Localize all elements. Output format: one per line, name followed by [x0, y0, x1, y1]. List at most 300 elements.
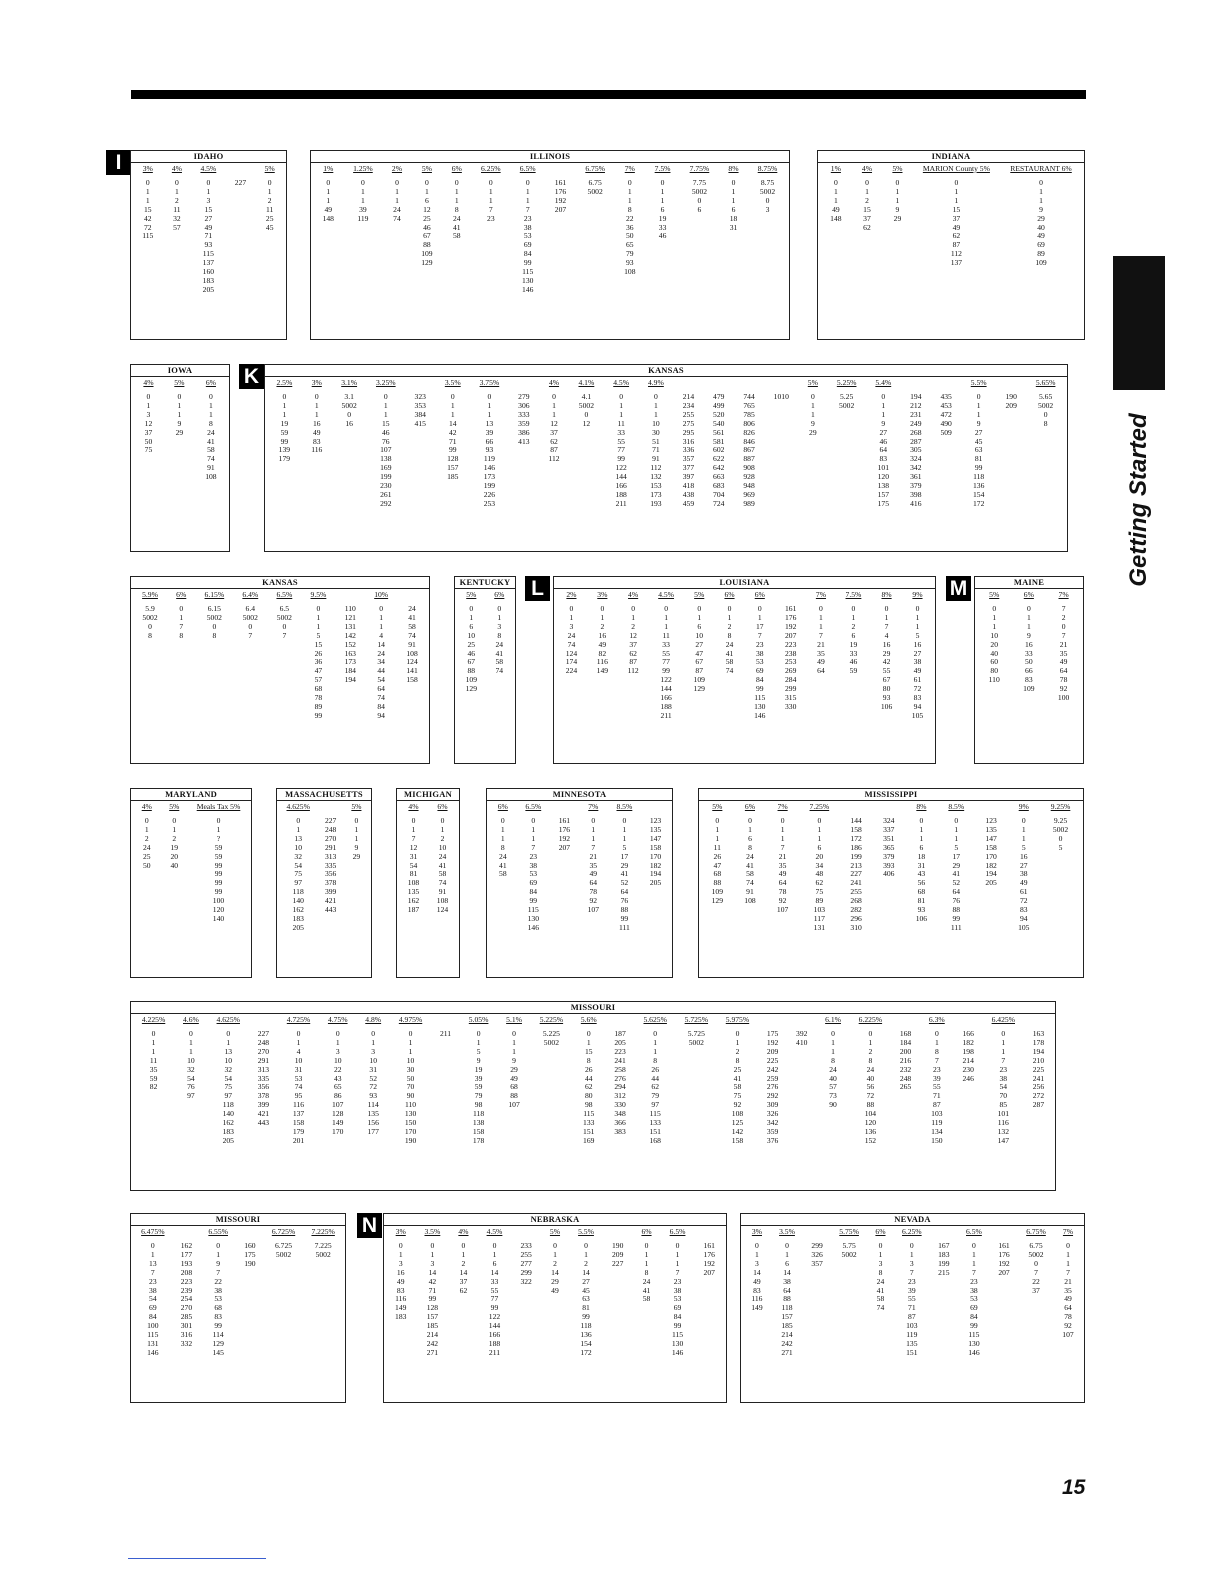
break-value: 78: [314, 693, 323, 703]
break-value: 15: [584, 1046, 593, 1056]
rate-header: 5%: [174, 378, 185, 387]
rate-header: 8%: [728, 164, 739, 173]
break-value: 151: [906, 1347, 918, 1357]
break-value: 22: [626, 213, 634, 223]
break-value: 58: [876, 1294, 885, 1304]
break-value: 9: [512, 1055, 516, 1065]
rate-column: [242, 589, 258, 721]
break-value: 54: [409, 860, 418, 870]
break-value: 1: [1001, 1046, 1006, 1056]
break-value: 161: [558, 816, 571, 825]
rate-header: 4.8%: [365, 1015, 382, 1024]
break-value: 0: [1066, 1241, 1070, 1250]
break-value: 46: [879, 436, 888, 446]
break-value: 49: [832, 204, 840, 214]
rate-header: 7.5%: [654, 164, 671, 173]
break-value: 1: [314, 400, 319, 410]
break-value: 81: [582, 1303, 590, 1313]
break-value: 29: [620, 860, 629, 870]
break-value: 49: [753, 1276, 761, 1286]
break-value: 58: [207, 445, 215, 455]
break-value: 62: [952, 231, 961, 241]
break-value: 5: [1058, 842, 1063, 852]
rate-column: [487, 1226, 503, 1358]
break-value: 0: [216, 816, 221, 825]
break-value: 435: [940, 392, 952, 401]
break-value: 2: [553, 1258, 557, 1268]
rate-column: [612, 1226, 623, 1358]
break-value: 158: [406, 675, 418, 685]
break-value: 5002: [759, 186, 776, 196]
break-value: 5: [1021, 842, 1026, 852]
break-value: 100: [1057, 693, 1070, 703]
break-value: 1010: [773, 392, 789, 401]
rate-header: 6%: [437, 802, 448, 811]
break-value: 312: [614, 1091, 626, 1101]
break-value: 163: [1032, 1029, 1045, 1038]
break-value: 313: [257, 1064, 270, 1074]
break-value: 76: [381, 436, 390, 446]
break-value: 324: [910, 454, 922, 464]
break-value: 74: [438, 878, 447, 888]
break-value: 56: [917, 878, 926, 888]
rate-header: 4.975%: [398, 1015, 423, 1024]
break-value: 12: [582, 418, 591, 428]
rate-column: [900, 1014, 911, 1146]
break-value: 129: [693, 684, 705, 694]
break-value: 0: [919, 816, 924, 825]
break-value: 58: [408, 621, 416, 631]
break-value: 23: [999, 1064, 1008, 1074]
break-value: 1: [584, 1249, 588, 1259]
break-value: 704: [713, 489, 725, 499]
break-value: 137: [950, 258, 963, 268]
break-value: 38: [1019, 869, 1028, 879]
break-value: 99: [214, 878, 223, 888]
break-value: 1: [408, 1037, 413, 1047]
rate-header: 6%: [497, 802, 508, 811]
break-value: 14: [459, 1267, 468, 1277]
break-value: 100: [147, 1321, 159, 1331]
table-state-title: ILLINOIS: [311, 150, 789, 163]
break-value: 138: [877, 481, 889, 491]
break-value: 161: [554, 178, 567, 187]
rate-header: 5.975%: [725, 1015, 750, 1024]
break-value: 265: [899, 1082, 912, 1092]
break-value: 10: [224, 1055, 233, 1065]
table-michigan: [396, 788, 460, 978]
break-value: 149: [751, 1303, 763, 1313]
break-value: 41: [876, 1285, 885, 1295]
rate-header: 8%: [916, 802, 927, 811]
break-value: 908: [743, 463, 755, 473]
break-value: 1: [150, 1249, 155, 1259]
rate-header: 7.225%: [311, 1227, 335, 1236]
break-value: 116: [751, 1294, 763, 1304]
break-value: 57: [314, 675, 323, 685]
break-value: 173: [483, 472, 496, 482]
break-value: 0: [810, 392, 815, 401]
rate-header: 5.75%: [839, 1227, 859, 1236]
rate-column: [992, 1014, 1015, 1146]
break-value: 14: [490, 1267, 499, 1277]
break-value: 94: [913, 701, 922, 711]
break-value: 24: [207, 427, 215, 437]
break-value: 37: [952, 213, 961, 223]
break-value: 131: [344, 621, 356, 631]
break-value: 47: [314, 666, 323, 676]
break-value: 0: [586, 1029, 591, 1038]
rate-column: [550, 1226, 560, 1358]
break-value: 63: [582, 1294, 590, 1304]
table-state-title: LOUISIANA: [554, 576, 935, 589]
break-value: 42: [143, 213, 152, 223]
break-value: 137: [202, 258, 215, 268]
break-value: 1: [992, 621, 997, 631]
rate-header: 3%: [597, 590, 608, 599]
break-value: 18: [729, 213, 738, 223]
break-value: 4: [884, 630, 889, 640]
break-value: 194: [344, 675, 356, 685]
break-value: 253: [483, 498, 496, 508]
break-value: 87: [933, 1100, 941, 1110]
break-value: 46: [849, 657, 858, 667]
break-value: 33: [1025, 648, 1033, 658]
break-value: 57: [173, 222, 181, 232]
break-value: 199: [938, 1258, 950, 1268]
break-value: 106: [915, 913, 928, 923]
break-value: 0: [915, 604, 920, 613]
rate-column: [376, 377, 396, 509]
break-value: 88: [620, 905, 629, 915]
rate-header: 3.5%: [779, 1227, 795, 1236]
rate-header: 8.5%: [948, 802, 965, 811]
break-value: 71: [428, 1285, 437, 1295]
rate-column: [469, 1014, 489, 1146]
break-value: 118: [580, 1321, 592, 1331]
break-value: 81: [974, 454, 983, 464]
break-value: 5002: [242, 612, 258, 622]
break-value: 47: [695, 648, 704, 658]
break-value: 9: [895, 204, 900, 214]
break-value: 5.75: [842, 1241, 856, 1250]
break-value: 37: [629, 639, 637, 649]
break-value: 19: [474, 1064, 483, 1074]
break-value: 94: [1019, 913, 1028, 923]
break-value: 0: [487, 392, 492, 401]
rate-column: [998, 1226, 1009, 1358]
break-value: 182: [649, 860, 662, 870]
break-value: 509: [940, 427, 952, 437]
break-value: 1: [727, 612, 732, 622]
break-value: 26: [713, 851, 722, 861]
break-value: 99: [662, 666, 670, 676]
rate-header: 4.75%: [327, 1015, 348, 1024]
break-value: 1: [660, 195, 665, 205]
break-value: 109: [465, 675, 477, 685]
rate-column: [816, 589, 826, 721]
break-value: 309: [766, 1100, 779, 1110]
break-value: 71: [908, 1303, 916, 1313]
break-value: 1: [1021, 824, 1026, 834]
table-state-title: MICHIGAN: [397, 788, 459, 801]
break-value: 115: [522, 267, 534, 277]
break-value: 147: [997, 1135, 1009, 1145]
break-value: 103: [906, 1321, 918, 1331]
rate-header: 6%: [451, 164, 462, 173]
break-value: 24: [876, 1276, 885, 1286]
break-value: 59: [849, 666, 858, 676]
rate-column: [779, 1226, 795, 1358]
section-letter-i: I: [106, 150, 131, 175]
rate-header: 4.5%: [200, 164, 217, 173]
break-value: 3: [755, 1258, 759, 1268]
break-value: 107: [1062, 1330, 1074, 1340]
break-value: 0: [878, 1241, 883, 1250]
break-value: 43: [917, 869, 926, 879]
break-value: 79: [474, 1091, 483, 1101]
rate-column: [837, 377, 857, 509]
break-value: 969: [743, 489, 755, 499]
break-value: 0: [424, 178, 429, 187]
break-value: 173: [344, 657, 356, 667]
rate-header: 6.1%: [825, 1015, 841, 1024]
break-value: 3: [909, 1258, 914, 1268]
break-value: 32: [187, 1064, 195, 1074]
break-value: 479: [713, 392, 725, 401]
break-value: 1: [174, 186, 179, 196]
rate-column: [181, 1226, 192, 1358]
break-value: 92: [1064, 1321, 1072, 1331]
break-value: 33: [617, 427, 625, 437]
break-value: 0: [209, 392, 213, 401]
break-value: 0: [654, 392, 658, 401]
break-value: 1: [954, 833, 959, 843]
break-value: 30: [406, 1064, 415, 1074]
break-value: 285: [180, 1312, 193, 1322]
break-value: 99: [952, 913, 961, 923]
rate-column: [578, 1226, 594, 1358]
break-value: 7: [780, 842, 785, 852]
break-value: 45: [265, 222, 274, 232]
break-value: 1: [976, 409, 981, 419]
break-value: 1: [831, 1037, 835, 1047]
break-value: 0: [664, 604, 668, 613]
break-value: 115: [968, 1330, 980, 1340]
break-value: 109: [693, 675, 705, 685]
break-value: 46: [467, 648, 476, 658]
break-value: 16: [1025, 639, 1033, 649]
rate-header: 5.6%: [580, 1015, 597, 1024]
break-value: 5002: [1028, 1249, 1044, 1259]
break-value: 32: [294, 851, 302, 861]
break-value: 179: [278, 454, 291, 464]
rate-header: 5.4%: [875, 378, 892, 387]
break-value: 97: [187, 1091, 195, 1101]
break-value: 53: [523, 231, 532, 241]
break-value: 1: [591, 824, 596, 834]
break-value: 205: [614, 1037, 626, 1047]
rate-column: [578, 377, 594, 509]
break-value: 54: [149, 1294, 157, 1304]
break-value: 1: [627, 186, 632, 196]
break-value: 20: [990, 639, 999, 649]
break-value: 0: [731, 178, 736, 187]
break-value: 0: [383, 392, 388, 401]
break-value: 1: [398, 1249, 403, 1259]
break-value: 190: [1005, 392, 1017, 401]
break-value: 0: [450, 392, 455, 401]
break-value: 64: [952, 887, 961, 897]
break-value: 38: [523, 222, 532, 232]
break-value: 6: [919, 842, 924, 852]
break-value: 146: [483, 463, 496, 473]
table-state-title: MISSISSIPPI: [699, 788, 1083, 801]
table-state-title: IDAHO: [131, 150, 286, 163]
rate-columns: [131, 1226, 345, 1358]
break-value: 5002: [275, 1249, 292, 1259]
break-value: 724: [713, 498, 725, 508]
rate-column: [808, 377, 818, 509]
rate-header: 6%: [724, 590, 735, 599]
break-value: 188: [488, 1338, 501, 1348]
break-value: 1: [731, 195, 736, 205]
rate-column: [883, 801, 894, 933]
break-value: 43: [333, 1073, 342, 1083]
break-value: 24: [377, 648, 385, 658]
break-value: 348: [614, 1109, 626, 1119]
break-value: 356: [257, 1082, 270, 1092]
break-value: 230: [962, 1064, 974, 1074]
break-value: 29: [352, 851, 361, 861]
break-value: 1: [296, 1037, 301, 1047]
break-value: 1: [934, 1037, 939, 1047]
break-value: 0: [622, 816, 627, 825]
break-value: 34: [377, 657, 385, 667]
break-value: 192: [554, 195, 567, 205]
break-value: 5.9: [145, 604, 155, 613]
rate-column: [744, 801, 755, 933]
rate-column: [916, 801, 927, 933]
break-value: 22: [333, 1064, 342, 1074]
break-value: 602: [713, 445, 725, 455]
table-state-title: MASSACHUSETTS: [277, 788, 371, 801]
page-number: 15: [1062, 1476, 1086, 1499]
rate-header: 4.625%: [216, 1015, 240, 1024]
rate-column: [585, 163, 605, 295]
break-value: 0: [177, 392, 182, 401]
break-value: 91: [438, 887, 447, 897]
break-value: 23: [523, 213, 532, 223]
break-value: 107: [508, 1100, 520, 1110]
break-value: 141: [406, 666, 418, 676]
break-value: 55: [617, 436, 625, 446]
rate-column: [875, 377, 891, 509]
break-value: 7.225: [314, 1241, 332, 1250]
break-value: 99: [755, 684, 764, 694]
break-value: 9: [216, 1258, 221, 1268]
break-value: 270: [324, 833, 337, 843]
break-value: 99: [529, 896, 538, 906]
break-value: 182: [985, 860, 997, 870]
break-value: 5002: [206, 612, 222, 622]
break-value: 74: [377, 693, 385, 703]
break-value: 1: [954, 186, 959, 196]
break-value: 5.25: [839, 392, 854, 401]
break-value: 3: [765, 204, 770, 214]
break-value: 111: [950, 922, 962, 932]
rate-column: [548, 377, 559, 509]
break-value: 54: [999, 1082, 1008, 1092]
rate-column: [902, 1226, 922, 1358]
break-value: 10: [990, 630, 999, 640]
break-value: 12: [550, 418, 558, 428]
break-value: 0: [884, 604, 889, 613]
rate-columns: [818, 163, 1084, 268]
rate-column: [365, 1014, 381, 1146]
break-value: 1: [361, 195, 365, 205]
break-value: 83: [879, 454, 888, 464]
break-value: 192: [766, 1037, 779, 1047]
break-value: 0: [1039, 178, 1043, 187]
break-value: 45: [974, 436, 983, 446]
rate-header: MARION County 5%: [922, 164, 990, 173]
table-missouri-2: [130, 1213, 346, 1403]
break-value: 223: [180, 1276, 193, 1286]
break-value: 261: [380, 489, 392, 499]
rate-column: [445, 377, 461, 509]
break-value: 0: [584, 1241, 588, 1250]
break-value: 255: [682, 409, 695, 419]
break-value: 1: [780, 833, 785, 843]
break-value: 19: [170, 842, 179, 852]
break-value: 120: [212, 905, 225, 915]
break-value: 183: [938, 1249, 950, 1259]
break-value: 225: [766, 1055, 779, 1065]
break-value: 207: [558, 842, 571, 852]
rate-header: 1%: [830, 164, 841, 173]
break-value: 7: [909, 1267, 914, 1277]
rate-column: [724, 589, 734, 721]
break-value: 44: [651, 1073, 659, 1083]
break-value: 1: [664, 621, 668, 631]
break-value: 109: [711, 887, 724, 897]
break-value: 0: [248, 621, 253, 631]
break-value: 294: [614, 1082, 626, 1092]
break-value: 287: [910, 436, 922, 446]
break-value: 242: [426, 1338, 439, 1348]
break-value: 0: [600, 604, 605, 613]
rate-header: 2.5%: [276, 378, 293, 387]
break-value: 453: [940, 400, 952, 410]
break-value: 1: [226, 1037, 231, 1047]
break-value: 187: [407, 905, 420, 915]
break-value: 185: [426, 1321, 439, 1331]
break-value: 7: [972, 1267, 976, 1277]
table-state-title: KANSAS: [265, 364, 1067, 377]
break-value: 8: [878, 1267, 883, 1277]
rate-header: 9%: [912, 590, 923, 599]
rate-header: 4%: [143, 378, 154, 387]
break-value: 66: [1025, 666, 1033, 676]
break-value: 134: [931, 1126, 943, 1136]
break-value: 316: [682, 436, 695, 446]
break-value: 69: [970, 1303, 978, 1313]
break-value: 84: [377, 701, 385, 711]
rate-column: [518, 377, 529, 509]
break-value: 1: [644, 1258, 649, 1268]
rate-column: [767, 1014, 778, 1146]
